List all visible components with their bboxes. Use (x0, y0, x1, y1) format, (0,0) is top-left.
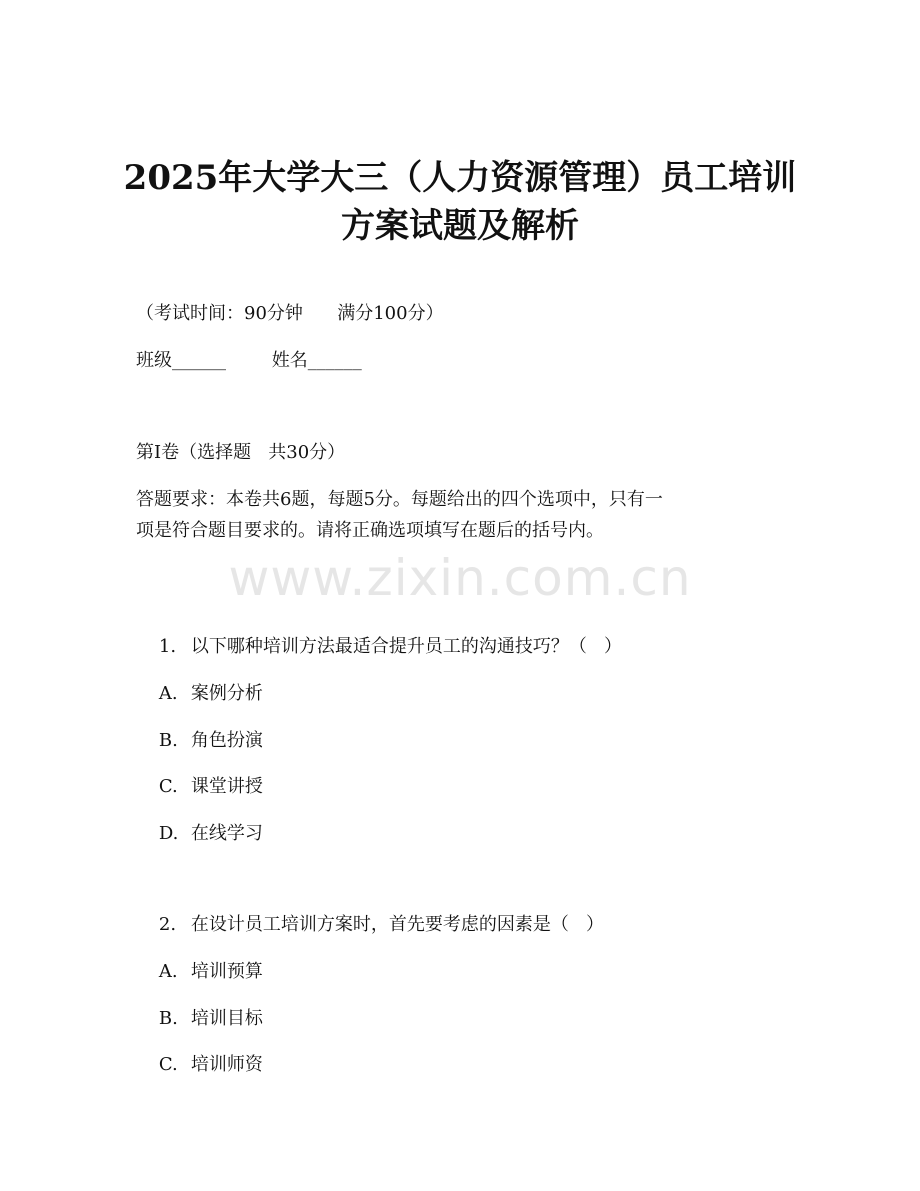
question-2-option-c (136, 1029, 263, 1101)
option-letter: B. (158, 1008, 178, 1029)
section-instructions-line-2: 项是符合题目要求的。请将正确选项填写在题后的括号内。 (136, 520, 604, 541)
option-letter: C. (158, 776, 178, 797)
option-letter: C. (158, 1054, 178, 1075)
option-letter: B. (158, 730, 178, 751)
option-letter: A. (158, 683, 178, 704)
student-fields: 班级______ 姓名______ (136, 350, 362, 371)
document-title-line-2: 方案试题及解析 (341, 206, 579, 246)
question-text: 在设计员工培训方案时，首先要考虑的因素是（ ） (190, 914, 605, 935)
option-text: 课堂讲授 (190, 776, 263, 797)
option-letter: D. (158, 823, 179, 844)
question-text: 以下哪种培训方法最适合提升员工的沟通技巧？（ ） (190, 636, 623, 657)
question-number: 1. (158, 636, 177, 657)
exam-info: （考试时间：90分钟 满分100分） (136, 303, 444, 324)
option-text: 培训师资 (190, 1054, 263, 1075)
watermark: www.zixin.com.cn (228, 549, 692, 607)
question-1-option-d (136, 798, 263, 870)
option-text: 案例分析 (190, 683, 263, 704)
section-heading: 第I卷（选择题 共30分） (136, 442, 346, 463)
section-instructions-line-1: 答题要求：本卷共6题，每题5分。每题给出的四个选项中，只有一 (136, 489, 663, 510)
question-number: 2. (158, 914, 177, 935)
option-text: 培训预算 (190, 961, 263, 982)
document-title-line-1: 2025年大学大三（人力资源管理）员工培训 (123, 158, 797, 198)
option-text: 培训目标 (190, 1008, 263, 1029)
option-text: 在线学习 (190, 823, 263, 844)
option-letter: A. (158, 961, 178, 982)
option-text: 角色扮演 (190, 730, 263, 751)
